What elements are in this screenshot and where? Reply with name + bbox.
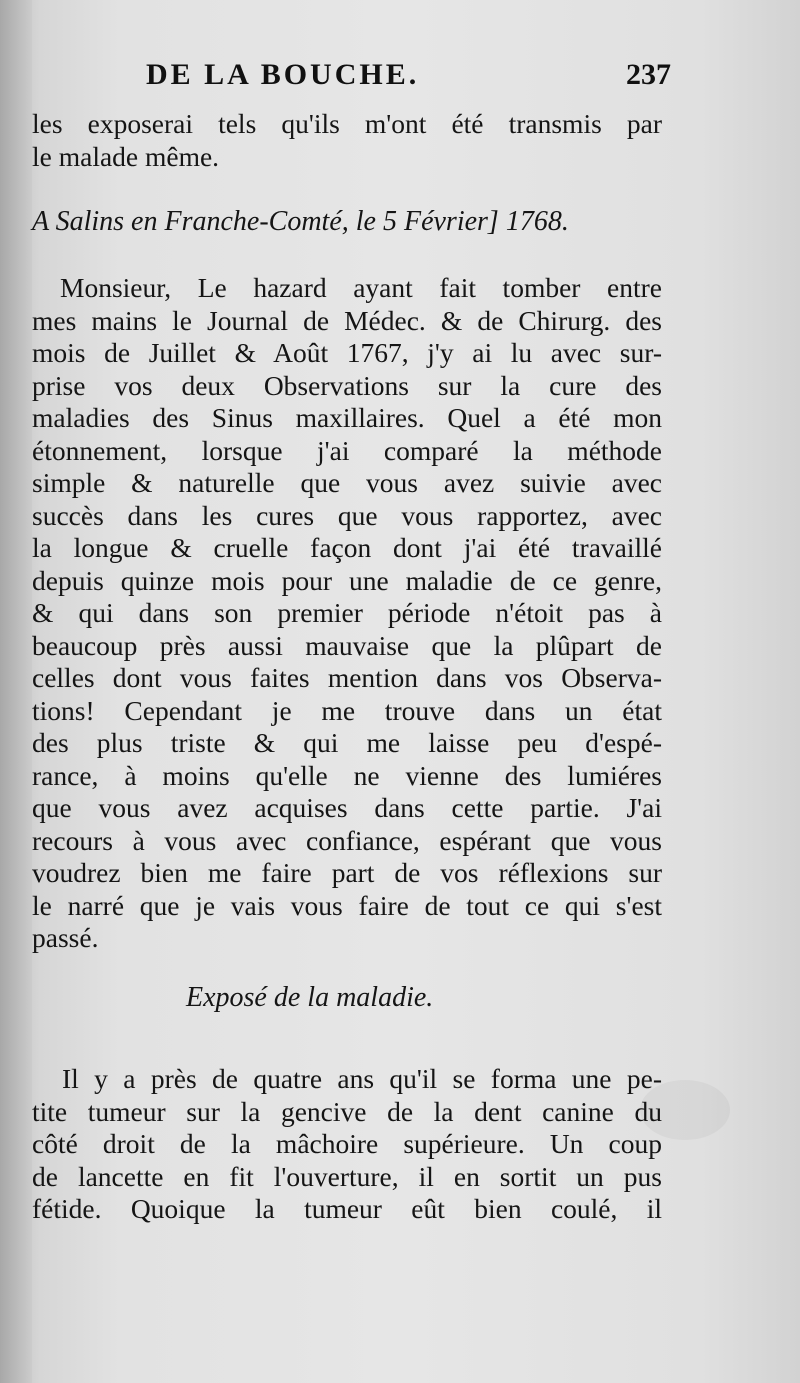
text-line: voudrez bien me faire part de vos réflexions sur <box>32 857 662 888</box>
text-line: fétide. Quoique la tumeur eût bien coulé, il <box>32 1193 662 1224</box>
letter-body <box>32 272 662 955</box>
text-line: prise vos deux Observations sur la cure des <box>32 369 662 401</box>
page-header <box>146 58 671 98</box>
text-line: succès dans les cures que vous rapportez, avec <box>32 499 662 531</box>
section-title: Exposé de la maladie. <box>186 982 434 1013</box>
text-line: la longue & cruelle façon dont j'ai été travaillé <box>32 532 662 563</box>
text-line: recours à vous avec confiance, espérant que vous <box>32 824 662 856</box>
text-line: mois de Juillet & Août 1767, j'y ai lu avec sur- <box>32 337 662 368</box>
text-line: tions! Cependant je me trouve dans un état <box>32 694 662 726</box>
letter-dateline: A Salins en Franche-Comté, le 5 Février] 1768. <box>32 206 569 237</box>
text-line: que vous avez acquises dans cette partie. J'ai <box>32 792 662 823</box>
page-number: 237 <box>626 58 671 91</box>
text-line: de lancette en fit l'ouverture, il en sortit un pus <box>32 1160 662 1192</box>
text-line: simple & naturelle que vous avez suivie avec <box>32 467 662 498</box>
text-line: mes mains le Journal de Médec. & de Chirurg. des <box>32 304 662 336</box>
running-title: DE LA BOUCHE. <box>146 58 420 91</box>
text-line: Monsieur, Le hazard ayant fait tomber entre <box>60 272 662 303</box>
text-line: le malade même. <box>32 140 220 172</box>
text-line: les exposerai tels qu'ils m'ont été transmis par <box>32 108 662 139</box>
text-line: beaucoup près aussi mauvaise que la plûpart de <box>32 629 662 661</box>
text-line: celles dont vous faites mention dans vos Observa- <box>32 662 662 693</box>
page-gutter-shadow <box>0 0 32 1383</box>
intro-paragraph <box>32 108 662 173</box>
text-line: des plus triste & qui me laisse peu d'espé- <box>32 727 662 758</box>
text-line: depuis quinze mois pour une maladie de ce genre, <box>32 564 662 596</box>
text-line: passé. <box>32 922 99 953</box>
text-line: Il y a près de quatre ans qu'il se forma une pe- <box>62 1063 662 1094</box>
text-line: côté droit de la mâchoire supérieure. Un coup <box>32 1128 662 1159</box>
text-line: tite tumeur sur la gencive de la dent canine du <box>32 1095 662 1127</box>
text-line: & qui dans son premier période n'étoit pas à <box>32 597 662 628</box>
text-line: rance, à moins qu'elle ne vienne des lumiéres <box>32 759 662 791</box>
text-line: étonnement, lorsque j'ai comparé la méthode <box>32 434 662 466</box>
text-line: le narré que je vais vous faire de tout ce qui s'est <box>32 889 662 921</box>
disease-paragraph <box>32 1063 662 1226</box>
text-line: maladies des Sinus maxillaires. Quel a été mon <box>32 402 662 433</box>
